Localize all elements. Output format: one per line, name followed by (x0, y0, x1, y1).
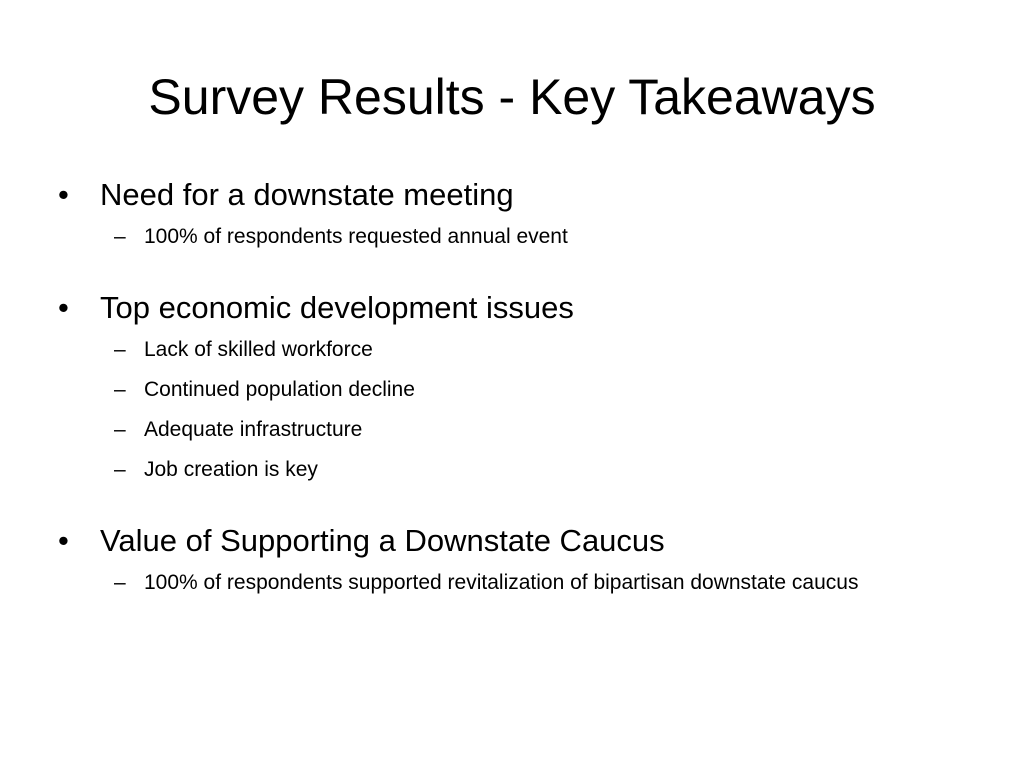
sub-list (114, 220, 978, 254)
sub-item-text: Job creation is key (144, 458, 318, 481)
sub-item-text: Lack of skilled workforce (144, 338, 373, 361)
dash-icon: – (114, 458, 126, 481)
bullet-dot-icon: • (58, 523, 69, 558)
bullet-text: Value of Supporting a Downstate Caucus (100, 523, 665, 558)
slide-content (58, 170, 978, 600)
bullet-dot-icon: • (58, 290, 69, 325)
sub-list (114, 333, 978, 487)
section-economic-issues (58, 283, 978, 487)
bullet-text: Need for a downstate meeting (100, 177, 514, 212)
bullet-text: Top economic development issues (100, 290, 574, 325)
slide-title: Survey Results - Key Takeaways (148, 69, 876, 125)
sub-item (114, 413, 978, 447)
sub-item (114, 453, 978, 487)
section-downstate-caucus (58, 516, 978, 600)
bullet-item (58, 283, 978, 333)
dash-icon: – (114, 378, 126, 401)
sub-item-text: Continued population decline (144, 378, 415, 401)
sub-item (114, 333, 978, 367)
dash-icon: – (114, 571, 126, 594)
section-downstate-meeting (58, 170, 978, 254)
sub-item-text: 100% of respondents requested annual event (144, 225, 568, 248)
bullet-item (58, 170, 978, 220)
sub-list (114, 566, 978, 600)
bullet-item (58, 516, 978, 566)
dash-icon: – (114, 225, 126, 248)
dash-icon: – (114, 338, 126, 361)
dash-icon: – (114, 418, 126, 441)
sub-item (114, 373, 978, 407)
bullet-dot-icon: • (58, 177, 69, 212)
sub-item-text: 100% of respondents supported revitalization of bipartisan downstate caucus (144, 571, 859, 594)
sub-item-text: Adequate infrastructure (144, 418, 363, 441)
sub-item (114, 220, 978, 254)
sub-item (114, 566, 978, 600)
